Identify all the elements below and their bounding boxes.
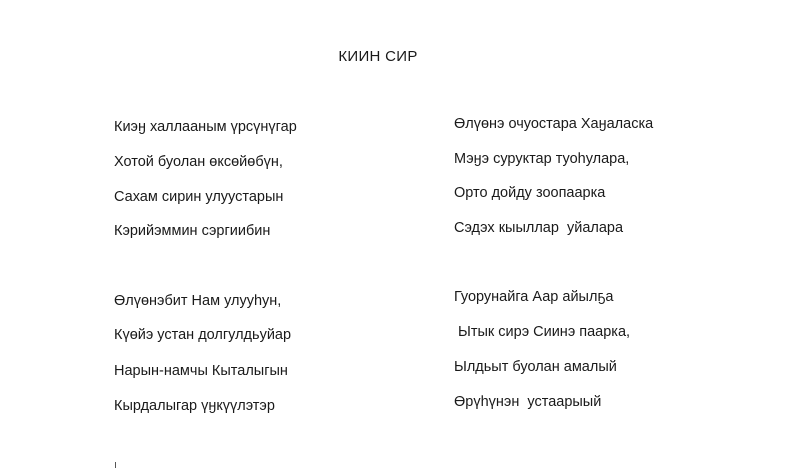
text-cursor — [115, 462, 116, 468]
poem-line: Өлүөнэбит Нам улууһун, — [114, 293, 282, 309]
poem-line: Кырдалыгар үӈкүүлэтэр — [114, 398, 275, 414]
poem-line: Өлүөнэ очуостара Хаӈаласка — [454, 116, 654, 132]
poem-line: Ытык сирэ Сиинэ паарка, — [454, 324, 631, 340]
poem-line: Сэдэх кыыллар уйалара — [454, 220, 624, 236]
poem-line: Ылдьыт буолан амалый — [454, 359, 617, 375]
poem-title: КИИН СИР — [338, 48, 418, 65]
poem-line: Мэӈэ суруктар туоһулара, — [454, 151, 630, 167]
poem-line: Өрүһүнэн устаарыый — [454, 394, 602, 410]
poem-line: Нарын-намчы Кыталыгын — [114, 363, 288, 379]
poem-line: Күөйэ устан долгулдьуйар — [114, 327, 292, 343]
poem-line: Хотой буолан өксөйөбүн, — [114, 154, 283, 170]
poem-line: Сахам сирин улуустарын — [114, 189, 284, 205]
poem-line: Орто дойду зоопаарка — [454, 185, 606, 201]
poem-line: Кэрийэммин сэргиибин — [114, 223, 271, 239]
poem-line: Киэӈ халлааным үрсүнүгар — [114, 119, 297, 135]
poem-line: Гуорунайга Аар айылҕа — [454, 289, 614, 305]
